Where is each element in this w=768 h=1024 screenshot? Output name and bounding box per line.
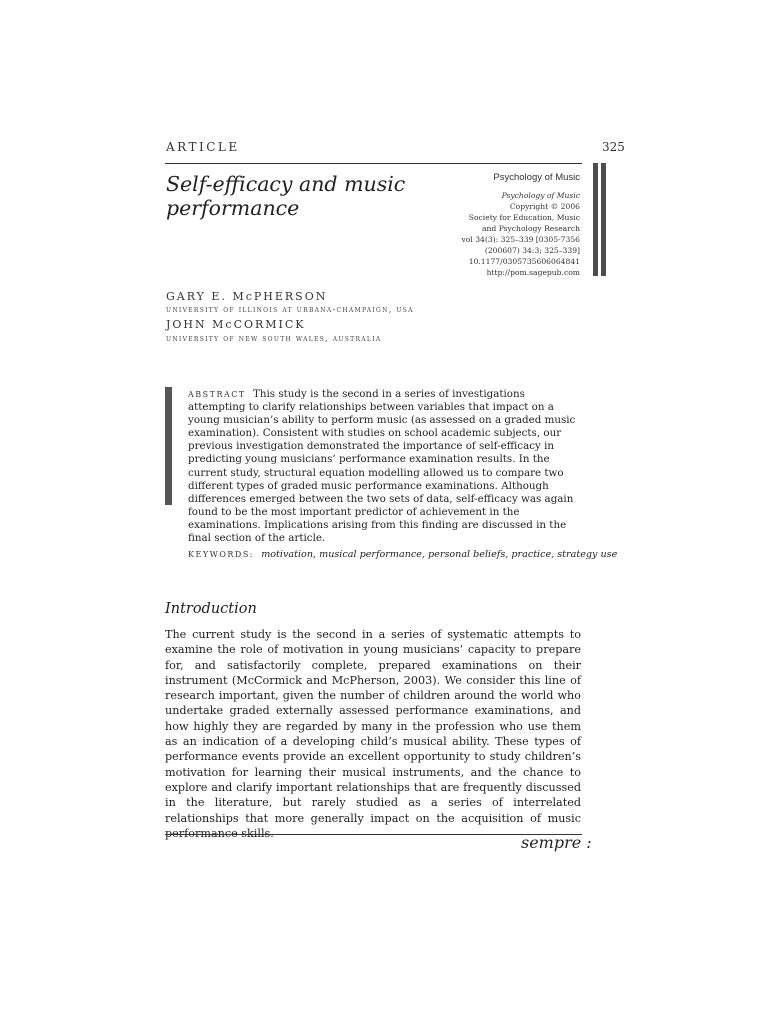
article-title: Self-efficacy and music performance — [166, 172, 406, 220]
decorative-bar — [593, 163, 598, 276]
bottom-rule — [165, 834, 582, 835]
meta-line: Psychology of Music — [501, 191, 580, 200]
meta-line: vol 34(3): 325–339 [0305-7356 — [461, 235, 580, 244]
abstract-label: ABSTRACT — [188, 390, 246, 399]
meta-line: (200607) 34:3; 325–339] — [484, 246, 580, 255]
meta-line: Copyright © 2006 — [509, 202, 580, 211]
abstract — [188, 388, 580, 545]
author-affiliation: university of illinois at urbana-champaign, usa — [166, 305, 414, 314]
page-number: 325 — [602, 140, 625, 154]
meta-line: and Psychology Research — [482, 224, 580, 233]
keywords — [188, 549, 618, 560]
meta-line: 10.1177/0305735606064841 — [468, 257, 580, 266]
meta-line: Society for Education, Music — [468, 213, 580, 222]
article-label: ARTICLE — [166, 140, 240, 154]
section-heading: Introduction — [165, 601, 257, 617]
author-name: GARY E. McPHERSON — [166, 290, 328, 303]
body-paragraph: The current study is the second in a series of systematic attempts to examine the role of motivation in young musicians’ capacity to prepare for, and satisfactorily complete, prepared examinations on their instrument (McCormick and McPherson, 2003). We consider this line of research important, given the number of children around the world who undertake graded externally assessed performance examinations, and how highly they are regarded by many in the profession who use them as an indication of a developing child’s musical ability. These types of performance events provide an excellent opportunity to study children’s motivation for learning their musical instruments, and the chance to explore and clarify important relationships that are frequently discussed in the literature, but rarely studied as a series of interrelated relationships that more generally impact on the acquisition of music performance skills. — [165, 628, 581, 840]
keywords-list: motivation, musical performance, personal beliefs, practice, strategy use — [261, 549, 618, 560]
top-rule — [165, 163, 582, 164]
keywords-label: KEYWORDS: — [188, 550, 254, 559]
author-name: JOHN McCORMICK — [166, 318, 306, 331]
meta-url[interactable]: http://pom.sagepub.com — [486, 268, 580, 277]
abstract-bar — [165, 387, 172, 505]
publication-meta — [455, 190, 580, 278]
publisher-mark: sempre : — [521, 833, 592, 852]
decorative-bar — [601, 163, 606, 276]
abstract-text: This study is the second in a series of investigations attempting to clarify relationships between variables that impact on a young musician’s ability to perform music (as assessed on a graded music examination). Consistent with studies on school academic subjects, our previous investigation demonstrated the importance of self-efficacy in predicting young musicians’ performance examination results. In the current study, structural equation modelling allowed us to compare two different types of graded music performance examinations. Although differences emerged between the two sets of data, self-efficacy was again found to be the most important predictor of achievement in the examinations. Implications arising from this finding are discussed in the final section of the article. — [188, 388, 576, 545]
author-affiliation: university of new south wales, australia — [166, 334, 382, 343]
journal-name: Psychology of Music — [493, 172, 580, 183]
